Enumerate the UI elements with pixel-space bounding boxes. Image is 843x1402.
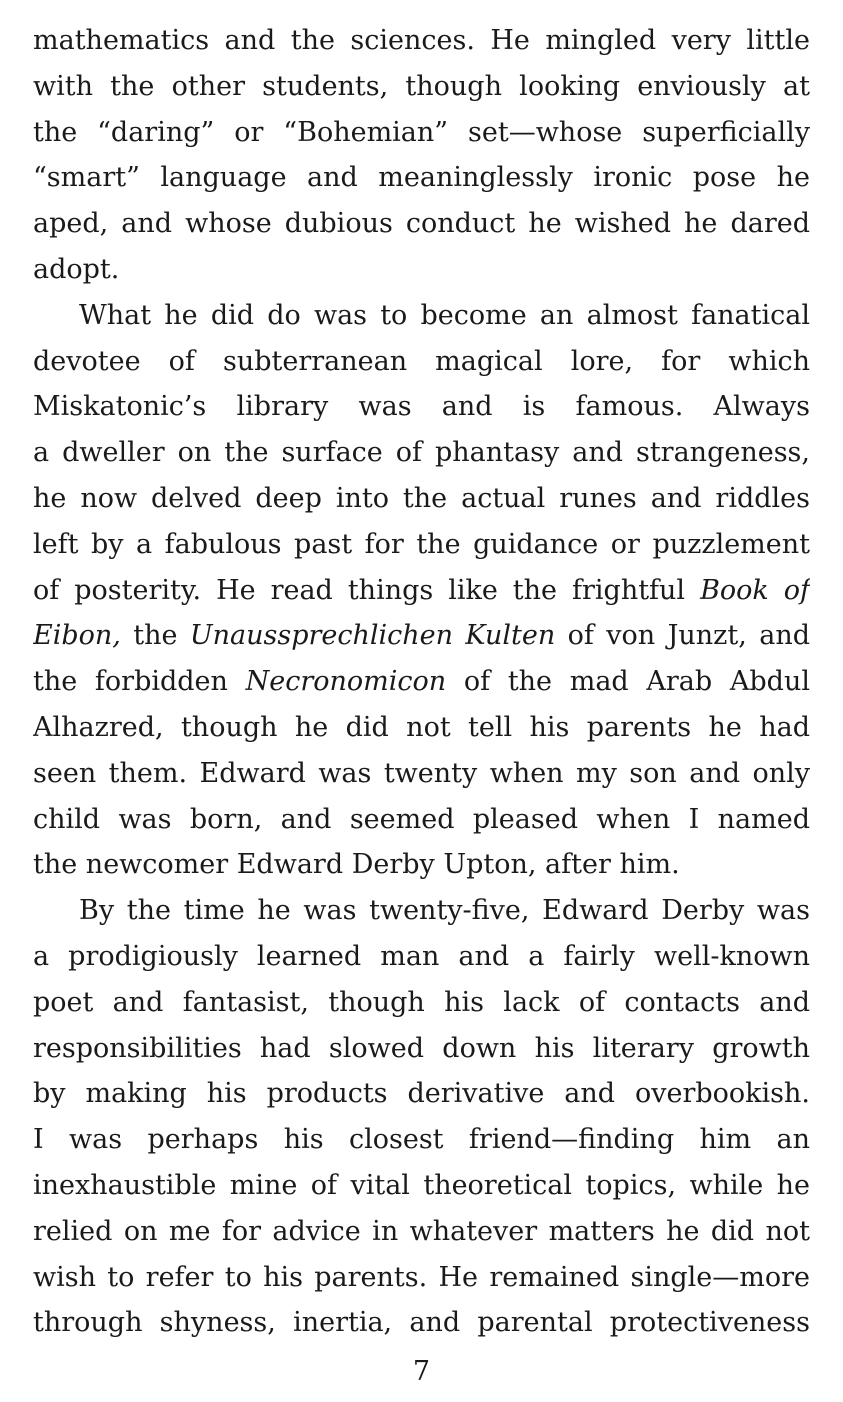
text-line [33, 888, 810, 934]
text-run: the forbidden [33, 666, 246, 698]
paragraph [33, 293, 810, 888]
text-line [33, 659, 810, 705]
text-line [33, 522, 810, 568]
text-run: By the time he was twenty-five, Edward Derby was [79, 895, 810, 927]
text-run: a prodigiously learned man and a fairly well-known [33, 940, 810, 972]
text-line [33, 568, 810, 614]
text-run: left by a fabulous past for the guidance or puzzlement [33, 528, 810, 560]
text-run: the [120, 620, 190, 652]
text-run: wish to refer to his parents. He remained single—more [33, 1261, 810, 1293]
book-page-body [33, 18, 810, 1346]
text-line [33, 339, 810, 385]
italic-title: Eibon, [33, 620, 121, 652]
text-line [33, 384, 810, 430]
text-run: a dweller on the surface of phantasy and strangeness, [33, 437, 810, 469]
text-line [33, 751, 810, 797]
text-line [33, 247, 810, 293]
italic-title: Necronomicon [245, 666, 447, 698]
text-line [33, 1026, 810, 1072]
text-run: child was born, and seemed pleased when I named [33, 803, 810, 835]
text-line [33, 293, 810, 339]
text-line [33, 705, 810, 751]
text-line [33, 797, 810, 843]
text-line [33, 64, 810, 110]
text-line [33, 1071, 810, 1117]
text-line [33, 155, 810, 201]
text-line [33, 18, 810, 64]
text-run: of posterity. He read things like the frightful [33, 574, 701, 606]
text-line [33, 934, 810, 980]
text-run: he now delved deep into the actual runes and riddles [33, 482, 810, 514]
text-run: aped, and whose dubious conduct he wished he dared [33, 208, 810, 240]
text-line [33, 980, 810, 1026]
text-run: seen them. Edward was twenty when my son and only [33, 757, 810, 789]
text-run: through shyness, inertia, and parental protectiveness [33, 1307, 810, 1339]
text-run: devotee of subterranean magical lore, for which [33, 345, 810, 377]
text-run: responsibilities had slowed down his literary growth [33, 1032, 810, 1064]
text-run: of the mad Arab Abdul [446, 666, 810, 698]
text-line [33, 110, 810, 156]
page-number: 7 [412, 1356, 431, 1387]
text-run: the “daring” or “Bohemian” set—whose superficially [33, 116, 810, 148]
text-line [33, 1300, 810, 1346]
text-run: adopt. [33, 253, 120, 285]
text-line [33, 201, 810, 247]
text-run: inexhaustible mine of vital theoretical topics, while he [33, 1169, 810, 1201]
text-run: Alhazred, though he did not tell his parents he had [33, 711, 810, 743]
italic-title: Book of [700, 574, 810, 606]
text-run: the newcomer Edward Derby Upton, after him. [33, 849, 680, 881]
text-line [33, 1209, 810, 1255]
text-run: of von Junzt, and [555, 620, 810, 652]
paragraph [33, 18, 810, 293]
text-line [33, 842, 810, 888]
text-run: poet and fantasist, though his lack of contacts and [33, 986, 810, 1018]
italic-title: Unaussprechlichen Kulten [189, 620, 556, 652]
text-run: “smart” language and meaninglessly ironic pose he [33, 162, 810, 194]
text-run: What he did do was to become an almost fanatical [79, 299, 810, 331]
text-line [33, 476, 810, 522]
text-run: with the other students, though looking enviously at [33, 70, 810, 102]
text-run: Miskatonic’s library was and is famous. Always [33, 391, 810, 423]
text-line [33, 1163, 810, 1209]
text-line [33, 1255, 810, 1301]
text-line [33, 613, 810, 659]
text-run: relied on me for advice in whatever matters he did not [33, 1215, 810, 1247]
text-run: by making his products derivative and overbookish. [33, 1078, 810, 1110]
text-line [33, 430, 810, 476]
text-run: mathematics and the sciences. He mingled very little [33, 25, 810, 56]
paragraph [33, 888, 810, 1346]
text-run: I was perhaps his closest friend—finding him an [33, 1124, 810, 1156]
text-line [33, 1117, 810, 1163]
